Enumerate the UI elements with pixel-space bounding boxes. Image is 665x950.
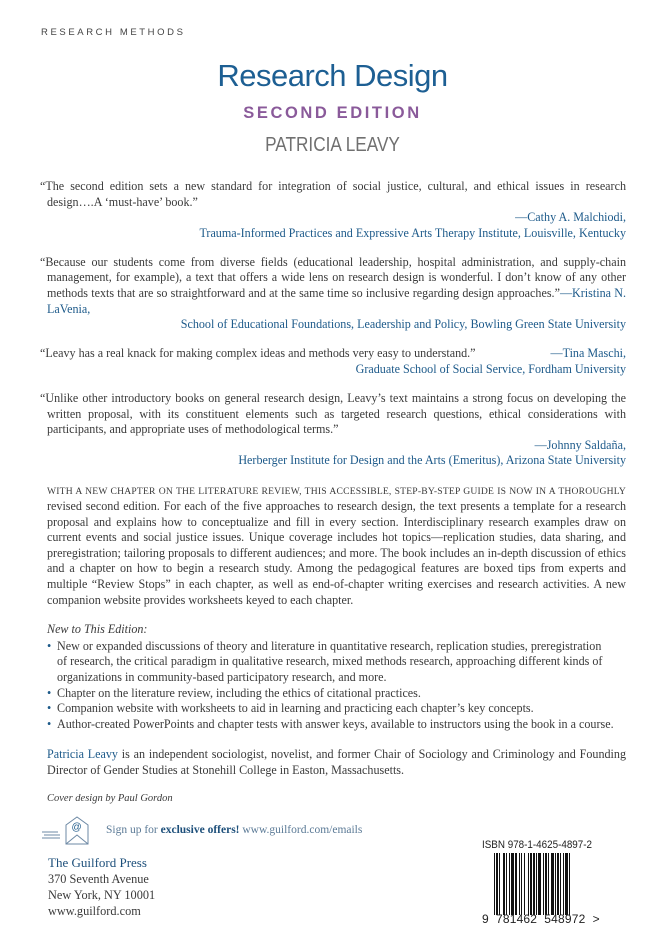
isbn-label: ISBN 978-1-4625-4897-2 bbox=[482, 839, 593, 851]
publisher-address-line2: New York, NY 10001 bbox=[48, 888, 156, 902]
quote-author: —Kristina N. LaVenia, bbox=[47, 286, 626, 316]
publisher-name: The Guilford Press bbox=[48, 855, 147, 870]
series-label: RESEARCH METHODS bbox=[41, 27, 186, 38]
barcode-digits: 9 781462 548972 > bbox=[482, 912, 600, 926]
barcode-icon bbox=[494, 853, 622, 915]
email-signup[interactable] bbox=[40, 815, 362, 845]
cover-credit: Cover design by Paul Gordon bbox=[47, 792, 173, 804]
quote-text: “Unlike other introductory books on general research design, Leavy’s text maintains a strong focus on developing the written proposal, with its constituent elements such as targeted research questions, ethical considerations with participants, and appropriate uses of methodological terms.” bbox=[40, 391, 626, 437]
quote-text: “Because our students come from diverse fields (educational leadership, hospital administration, and supply-chain management, for example), a text that offers a wide lens on research design is wonderful. I don’t know of any other methods texts that are so straightforward and at the same time so inclusive regarding design approaches.”—Kristina N. LaVenia, bbox=[40, 254, 626, 316]
quote-affiliation: Herberger Institute for Design and the Arts (Emeritus), Arizona State University bbox=[238, 453, 626, 468]
quote-affiliation: School of Educational Foundations, Leadership and Policy, Bowling Green State University bbox=[180, 317, 626, 332]
publisher-website[interactable]: www.guilford.com bbox=[48, 904, 141, 918]
email-envelope-icon bbox=[40, 815, 100, 845]
quote-affiliation: Graduate School of Social Service, Fordham University bbox=[355, 361, 626, 376]
edition-label: SECOND EDITION bbox=[243, 104, 422, 122]
list-item: • Chapter on the literature review, including the ethics of citational practices. bbox=[57, 686, 626, 702]
new-edition-heading: New to This Edition: bbox=[47, 622, 148, 637]
bio-author-name: Patricia Leavy bbox=[47, 747, 118, 762]
publisher-info bbox=[48, 855, 155, 919]
list-item: • Author-created PowerPoints and chapter tests with answer keys, available to instructors using the book in a course. bbox=[57, 717, 626, 733]
quote-text: “Leavy has a real knack for making complex ideas and methods very easy to understand.” —Tina Maschi, bbox=[40, 346, 626, 361]
quote-author: —Johnny Saldaña, bbox=[534, 437, 626, 452]
quote-affiliation: Trauma-Informed Practices and Expressive Arts Therapy Institute, Louisville, Kentucky bbox=[199, 225, 626, 240]
quote-author: —Tina Maschi, bbox=[550, 346, 626, 361]
endorsement-quote bbox=[40, 179, 626, 241]
endorsement-quote bbox=[40, 346, 626, 377]
author-bio: Patricia Leavy is an independent sociologist, novelist, and former Chair of Sociology and Criminology and Founding Director of Gender Studies at Stonehill College in Easton, Massachusetts. bbox=[47, 747, 626, 777]
author-name: PATRICIA LEAVY bbox=[265, 134, 400, 156]
endorsement-quote bbox=[40, 255, 626, 333]
quote-text: “The second edition sets a new standard for integration of social justice, cultural, and ethical issues in research design….A ‘must-have’ book.” bbox=[40, 179, 626, 209]
list-item: • Companion website with worksheets to aid in learning and practicing each chapter’s key concepts. bbox=[57, 701, 626, 717]
back-cover-content bbox=[40, 179, 626, 806]
new-edition-list bbox=[40, 639, 626, 733]
list-item: • New or expanded discussions of theory and literature in quantitative research, replication studies, preregistration of research, the critical paradigm in qualitative research, mixed methods research, approaching different kinds of organizations in community-based participatory research, and more. bbox=[57, 639, 626, 686]
description-lead: WITH A NEW CHAPTER ON THE LITERATURE REVIEW, THIS ACCESSIBLE, STEP-BY-STEP GUIDE IS NOW IN A THOROUGHLY bbox=[47, 485, 626, 497]
signup-url[interactable]: www.guilford.com/emails bbox=[239, 824, 363, 836]
endorsement-quote bbox=[40, 391, 626, 469]
book-title: Research Design bbox=[217, 58, 448, 93]
svg-text:@: @ bbox=[71, 822, 82, 833]
signup-text: Sign up for exclusive offers! www.guilford.com/emails bbox=[106, 824, 363, 836]
book-description: WITH A NEW CHAPTER ON THE LITERATURE REVIEW, THIS ACCESSIBLE, STEP-BY-STEP GUIDE IS NOW IN A THOROUGHLY revised second edition. For each of the five approaches to research design, the text presents a template for a research proposal and explains how to conceptualize and fill in every section. Interdisciplinary research examples draw on current events and social justice issues. Unique coverage includes hot topics—replication studies, data sharing, and preregistration; tailoring proposals to different audiences; and more. The book includes an in-depth discussion of ethics and a chapter on how to begin a research study. Among the pedagogical features are boxed tips from experts and multiple “Review Stops” in each chapter, as well as end-of-chapter writing exercises and research activities. A new companion website provides worksheets keyed to each chapter. bbox=[47, 485, 626, 607]
quote-author: —Cathy A. Malchiodi, bbox=[515, 210, 626, 225]
publisher-address-line1: 370 Seventh Avenue bbox=[48, 872, 149, 886]
